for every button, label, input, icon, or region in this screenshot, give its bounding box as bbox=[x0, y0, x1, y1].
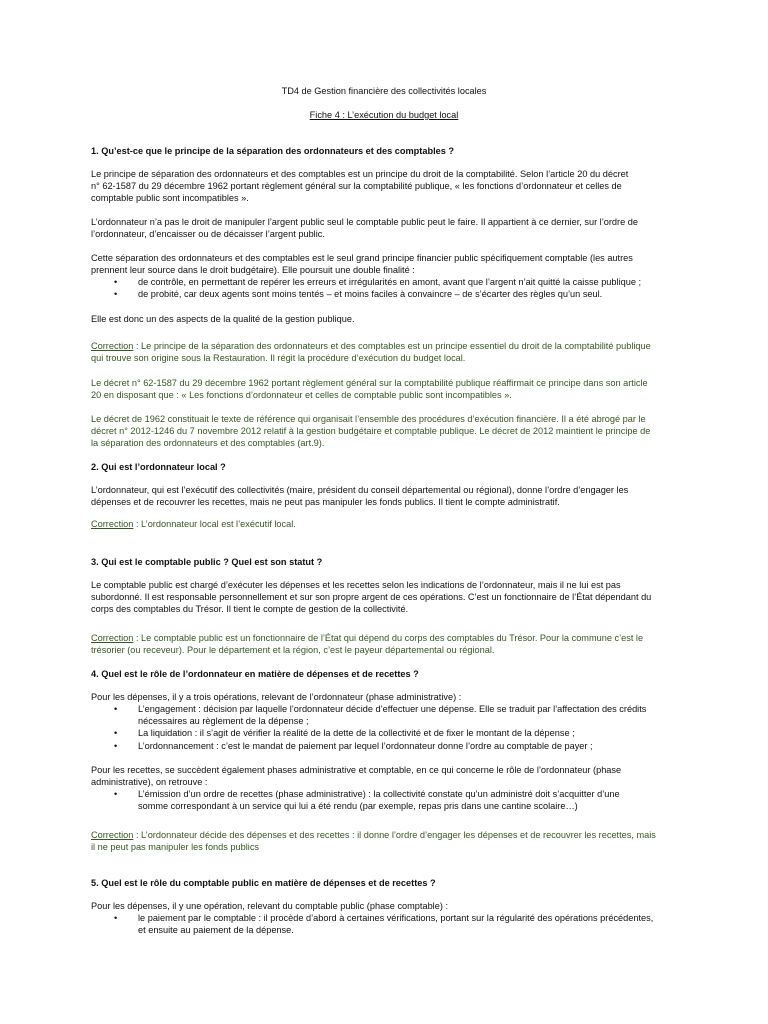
text-line: la séparation des ordonnateurs et des comptables (art.9). bbox=[91, 438, 325, 448]
q4-intro-2 bbox=[91, 764, 681, 788]
q4-intro: Pour les dépenses, il y a trois opérations, relevant de l’ordonnateur (phase administrative) : bbox=[91, 692, 462, 702]
bullet-icon: • bbox=[114, 704, 118, 714]
text-line: subordonné. Il est responsable personnellement et sur son propre argent de ces opérations. C’est un fonctionnaire de l’État dépendant du bbox=[91, 592, 652, 602]
text-line: et ensuite au paiement de la dépense. bbox=[138, 925, 294, 935]
bullet-icon: • bbox=[114, 289, 118, 299]
q1-paragraph-4: Elle est donc un des aspects de la qualité de la gestion publique. bbox=[91, 314, 355, 324]
question-1: 1. Qu’est-ce que le principe de la séparation des ordonnateurs et des comptables ? bbox=[91, 146, 455, 156]
correction-label: Correction bbox=[91, 519, 134, 529]
text-line: Le principe de séparation des ordonnateurs et des comptables est un principe du droit de la comptabilité. Selon l’article 20 du décret bbox=[91, 169, 629, 179]
text-line: La liquidation : il s’agit de vérifier la réalité de la dette de la collectivité et de fixer le montant de la dépense ; bbox=[138, 728, 575, 738]
text-run: : L’ordonnateur décide des dépenses et des recettes : il donne l’ordre d’engager les dépenses et de recouvrer les recettes, mais bbox=[133, 830, 656, 840]
text-line: il ne peut pas manipuler les fonds publics bbox=[91, 842, 260, 852]
correction-label: Correction bbox=[91, 633, 134, 643]
text-line: prennent leur source dans le droit budgétaire). Elle poursuit une double finalité : bbox=[91, 265, 415, 275]
q1-correction-abrogation bbox=[91, 413, 681, 449]
q4-bullet-4 bbox=[114, 788, 683, 812]
text-line: L’engagement : décision par laquelle l’ordonnateur décide d’effectuer une dépense. Elle se traduit par l’affectation des crédits bbox=[138, 704, 647, 714]
q3-paragraph-1 bbox=[91, 579, 681, 615]
text-line: décret n° 2012-1246 du 7 novembre 2012 relatif à la gestion budgétaire et comptable publique. Le décret de 2012 maintient le principe de bbox=[91, 426, 651, 436]
text-line: 20 en disposant que : « Les fonctions d’ordonnateur et celles de comptable public sont incompatibles ». bbox=[91, 390, 512, 400]
text-line: Cette séparation des ordonnateurs et des comptables est le seul grand principe financier public spécifiquement comptable (les autres bbox=[91, 253, 633, 263]
text-line: qui trouve son origine sous la Restauration. Il régit la procédure d’exécution du budget local. bbox=[91, 353, 466, 363]
bullet-icon: • bbox=[114, 741, 118, 751]
question-4: 4. Quel est le rôle de l’ordonnateur en matière de dépenses et de recettes ? bbox=[91, 669, 419, 679]
text-line bbox=[91, 632, 681, 644]
q1-paragraph-3 bbox=[91, 252, 681, 276]
bullet-icon: • bbox=[114, 728, 118, 738]
question-3: 3. Qui est le comptable public ? Quel est son statut ? bbox=[91, 557, 323, 567]
text-line: L’ordonnancement : c’est le mandat de paiement par lequel l’ordonnateur donne l’ordre au comptable de payer ; bbox=[138, 741, 593, 751]
text-line bbox=[91, 829, 681, 841]
q4-bullet-1 bbox=[114, 703, 683, 727]
text-line: somme correspondant à un service qui lui a été rendu (par exemple, repas pris dans une cantine scolaire…) bbox=[138, 801, 578, 811]
correction-label: Correction bbox=[91, 341, 134, 351]
bullet-icon: • bbox=[114, 789, 118, 799]
text-line bbox=[91, 340, 681, 352]
text-line: dépenses et de recouvrer les recettes, mais ne peut pas manipuler les fonds publics. Il tient le compte administratif. bbox=[91, 497, 560, 507]
text-line: le paiement par le comptable : il procède d’abord à certaines vérifications, portant sur la régularité des opérations précédentes, bbox=[138, 913, 654, 923]
question-5: 5. Quel est le rôle du comptable public en matière de dépenses et de recettes ? bbox=[91, 878, 436, 888]
q2-correction bbox=[91, 518, 681, 530]
q1-bullet-2 bbox=[114, 288, 683, 300]
text-run: : L’ordonnateur local est l’exécutif local. bbox=[133, 519, 296, 529]
text-line: Le comptable public est chargé d’exécuter les dépenses et les recettes selon les indications de l’ordonnateur, mais il ne lui est pas bbox=[91, 580, 621, 590]
q1-paragraph-1 bbox=[91, 168, 681, 204]
bullet-icon: • bbox=[114, 913, 118, 923]
text-line: corps des comptables du Trésor. Il tient le compte de gestion de la collectivité. bbox=[91, 604, 409, 614]
q5-intro: Pour les dépenses, il y une opération, relevant du comptable public (phase comptable) : bbox=[91, 901, 448, 911]
q4-correction bbox=[91, 829, 681, 853]
text-line: L’ordonnateur, qui est l’exécutif des collectivités (maire, président du conseil départemental ou régional), donne l’ordre d’engager les bbox=[91, 485, 629, 495]
bullet-icon: • bbox=[114, 277, 118, 287]
correction-label: Correction bbox=[91, 830, 134, 840]
text-line: de contrôle, en permettant de repérer les erreurs et irrégularités en amont, avant que l’argent n’ait quitté la caisse publique ; bbox=[138, 277, 642, 287]
text-line: trésorier (ou receveur). Pour le département et la région, c’est le payeur départemental ou régional. bbox=[91, 645, 495, 655]
q1-correction bbox=[91, 340, 681, 364]
q3-correction bbox=[91, 632, 681, 656]
text-line: L’émission d’un ordre de recettes (phase administrative) : la collectivité constate qu’un administré doit s’acquitter d’une bbox=[138, 789, 620, 799]
text-line: Pour les recettes, se succèdent également phases administrative et comptable, en ce qui concerne le rôle de l’ordonnateur (phase bbox=[91, 765, 622, 775]
q1-correction-decree bbox=[91, 377, 681, 401]
q5-bullet-1 bbox=[114, 912, 683, 936]
text-line: n° 62-1587 du 29 décembre 1962 portant règlement général sur la comptabilité publique, « les fonctions d’ordonnateur et celles de bbox=[91, 181, 622, 191]
text-run: : Le principe de la séparation des ordonnateurs et des comptables est un principe essentiel du droit de la comptabilité publique bbox=[133, 341, 651, 351]
text-line: administrative), on retrouve : bbox=[91, 777, 208, 787]
document-subtitle: Fiche 4 : L’exécution du budget local bbox=[309, 110, 459, 120]
q2-paragraph-1 bbox=[91, 484, 681, 508]
question-2: 2. Qui est l’ordonnateur local ? bbox=[91, 462, 226, 472]
text-line: Le décret n° 62-1587 du 29 décembre 1962 portant règlement général sur la comptabilité publique réaffirmait ce principe dans son article bbox=[91, 378, 648, 388]
text-line: nécessaires au règlement de la dépense ; bbox=[138, 716, 309, 726]
text-line: l’ordonnateur, d’encaisser ou de décaisser l’argent public. bbox=[91, 229, 325, 239]
q4-bullet-3 bbox=[114, 740, 683, 752]
q1-bullet-1 bbox=[114, 276, 683, 288]
document-title: TD4 de Gestion financière des collectivités locales bbox=[281, 86, 487, 96]
text-line: de probité, car deux agents sont moins tentés – et moins faciles à convaincre – de s’écarter des règles qu’un seul. bbox=[138, 289, 603, 299]
text-line: L’ordonnateur n’a pas le droit de manipuler l’argent public seul le comptable public peut le faire. Il appartient à ce dernier, sur l’ordre de bbox=[91, 217, 638, 227]
text-line: comptable public sont incompatibles ». bbox=[91, 193, 249, 203]
q1-paragraph-2 bbox=[91, 216, 681, 240]
text-run: : Le comptable public est un fonctionnaire de l’État qui dépend du corps des comptables du Trésor. Pour la commune c’est le bbox=[133, 633, 644, 643]
text-line: Le décret de 1962 constituait le texte de référence qui organisait l’ensemble des procédures d’exécution financière. Il a été abrogé par le bbox=[91, 414, 646, 424]
q4-bullet-2 bbox=[114, 727, 683, 739]
